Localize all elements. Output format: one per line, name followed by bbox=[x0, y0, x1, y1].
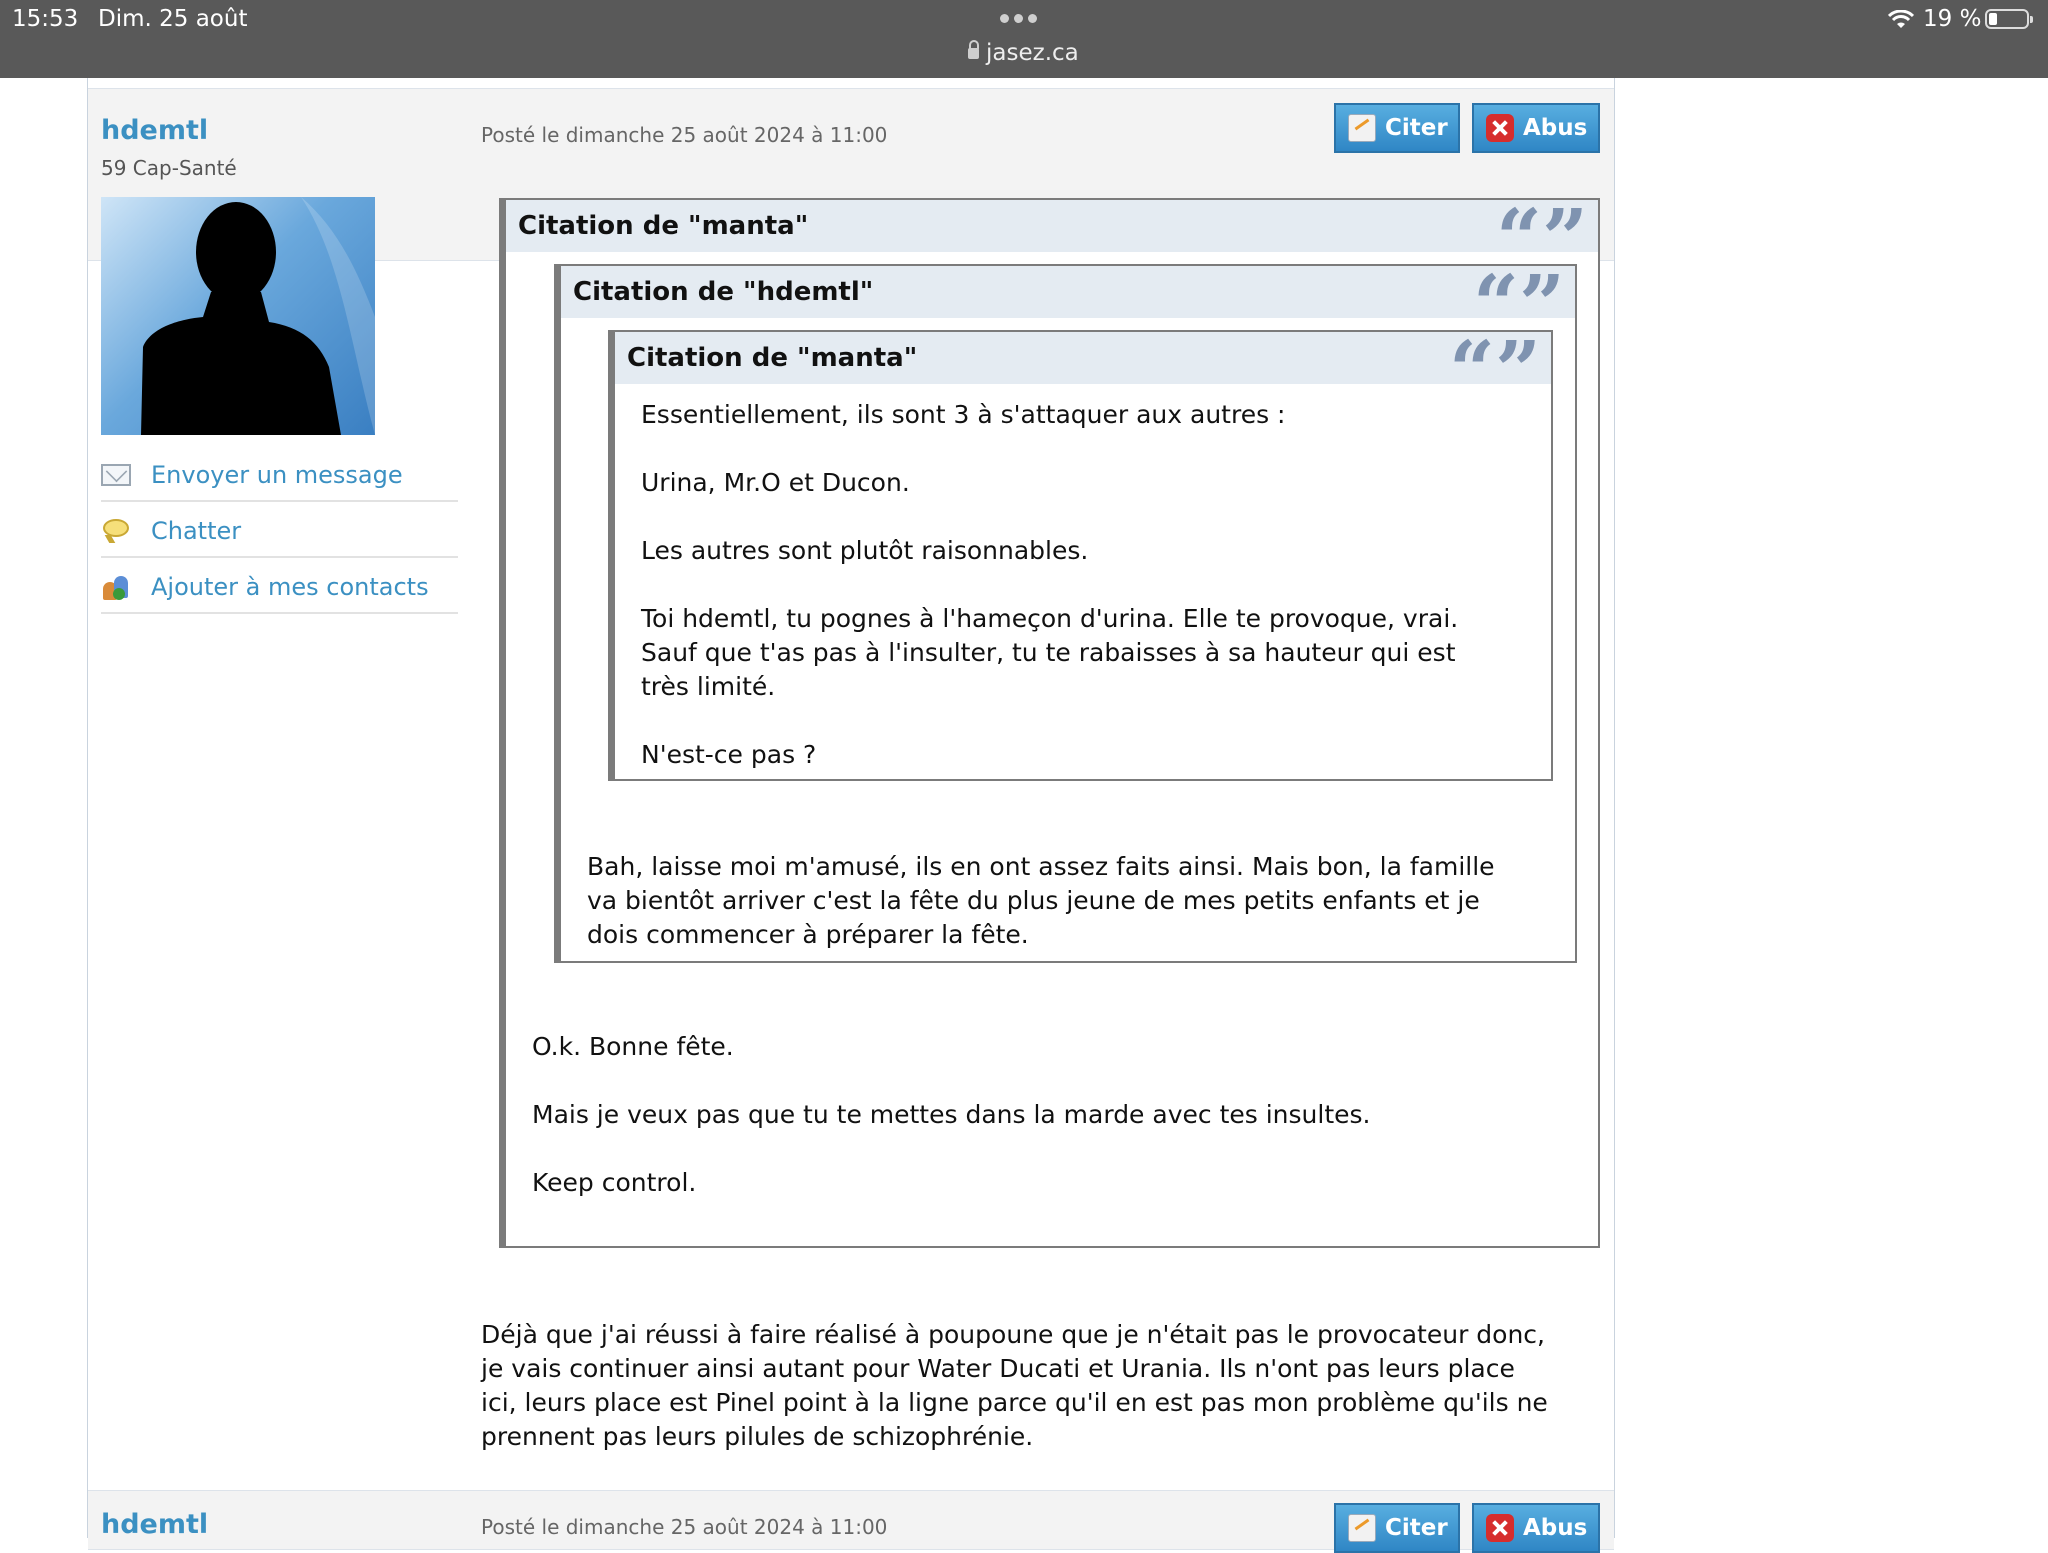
svg-text:“”: “” bbox=[1473, 266, 1566, 322]
wifi-icon bbox=[1888, 10, 1914, 30]
add-contact-label: Ajouter à mes contacts bbox=[151, 573, 429, 601]
quote-outer-line-1: O.k. Bonne fête. bbox=[532, 1032, 734, 1061]
silhouette-icon bbox=[101, 197, 375, 435]
next-post-header bbox=[88, 1490, 1614, 1550]
add-contact-icon bbox=[101, 574, 131, 600]
quote-middle-line-3: dois commencer à préparer la fête. bbox=[587, 920, 1029, 949]
chat-link[interactable] bbox=[101, 506, 458, 558]
quote-inner-line-5: Sauf que t'as pas à l'insulter, tu te rabaisses à sa hauteur qui est bbox=[641, 638, 1456, 667]
report-icon bbox=[1486, 1514, 1514, 1542]
address-bar[interactable] bbox=[968, 40, 1079, 66]
battery-icon bbox=[1985, 9, 2029, 29]
next-post-date: Posté le dimanche 25 août 2024 à 11:00 bbox=[481, 1515, 888, 1539]
post-body-line-2: je vais continuer ainsi autant pour Water Ducati et Urania. Ils n'ont pas leurs place bbox=[481, 1354, 1515, 1383]
quote-inner-line-4: Toi hdemtl, tu pognes à l'hameçon d'urina. Elle te provoque, vrai. bbox=[641, 604, 1459, 633]
quote-inner-line-1: Essentiellement, ils sont 3 à s'attaquer aux autres : bbox=[641, 400, 1286, 429]
quote-inner-line-2: Urina, Mr.O et Ducon. bbox=[641, 468, 910, 497]
next-report-abuse-button[interactable] bbox=[1472, 1503, 1600, 1553]
post-body-line-1: Déjà que j'ai réussi à faire réalisé à poupoune que je n'était pas le provocateur donc, bbox=[481, 1320, 1546, 1349]
next-post-author[interactable]: hdemtl bbox=[101, 1509, 209, 1540]
quote-middle-title: Citation de "hdemtl" bbox=[573, 277, 874, 307]
quote-outer-line-3: Keep control. bbox=[532, 1168, 697, 1197]
edit-icon bbox=[1348, 114, 1376, 142]
abuse-label: Abus bbox=[1523, 115, 1588, 141]
quote-inner-title: Citation de "manta" bbox=[627, 343, 918, 373]
chat-label: Chatter bbox=[151, 517, 242, 545]
clock: 15:53 bbox=[12, 6, 79, 32]
report-icon bbox=[1486, 114, 1514, 142]
next-cite-button[interactable] bbox=[1334, 1503, 1460, 1553]
cite-button[interactable] bbox=[1334, 103, 1460, 153]
cite-label: Citer bbox=[1385, 115, 1448, 141]
quote-inner-line-3: Les autres sont plutôt raisonnables. bbox=[641, 536, 1089, 565]
author-location: 59 Cap-Santé bbox=[101, 156, 237, 180]
avatar[interactable] bbox=[101, 197, 375, 435]
lock-icon bbox=[968, 48, 979, 59]
report-abuse-button[interactable] bbox=[1472, 103, 1600, 153]
quote-mark-icon bbox=[1494, 200, 1594, 256]
quote-inner-line-6: très limité. bbox=[641, 672, 776, 701]
add-contact-link[interactable] bbox=[101, 562, 458, 614]
svg-text:“”: “” bbox=[1496, 200, 1589, 256]
post-author[interactable]: hdemtl bbox=[101, 115, 209, 146]
quote-middle-line-2: va bientôt arriver c'est la fête du plus jeune de mes petits enfants et je bbox=[587, 886, 1480, 915]
quote-middle-line-1: Bah, laisse moi m'amusé, ils en ont assez faits ainsi. Mais bon, la famille bbox=[587, 852, 1495, 881]
quote-mark-icon bbox=[1471, 266, 1571, 322]
battery-percent: 19 % bbox=[1923, 6, 1982, 32]
next-cite-label: Citer bbox=[1385, 1515, 1448, 1541]
quote-outer-title: Citation de "manta" bbox=[518, 211, 809, 241]
chat-bubble-icon bbox=[101, 518, 131, 544]
send-message-link[interactable] bbox=[101, 450, 458, 502]
send-message-label: Envoyer un message bbox=[151, 461, 403, 489]
url-text: jasez.ca bbox=[986, 40, 1079, 66]
quote-mark-icon bbox=[1447, 332, 1547, 388]
date: Dim. 25 août bbox=[98, 6, 248, 32]
status-bar bbox=[0, 0, 2048, 78]
quote-inner-header bbox=[615, 332, 1551, 388]
post-body-line-4: prennent pas leurs pilules de schizophrénie. bbox=[481, 1422, 1034, 1451]
edit-icon bbox=[1348, 1514, 1376, 1542]
next-abuse-label: Abus bbox=[1523, 1515, 1588, 1541]
quote-outer-header bbox=[506, 200, 1598, 256]
post-date: Posté le dimanche 25 août 2024 à 11:00 bbox=[481, 123, 888, 147]
quote-middle-header bbox=[561, 266, 1575, 322]
post-body-line-3: ici, leurs place est Pinel point à la ligne parce qu'il en est pas mon problème qu'ils ne bbox=[481, 1388, 1548, 1417]
quote-inner bbox=[608, 330, 1553, 781]
quote-outer-line-2: Mais je veux pas que tu te mettes dans la marde avec tes insultes. bbox=[532, 1100, 1371, 1129]
svg-text:“”: “” bbox=[1449, 332, 1542, 388]
multitasking-dots-icon[interactable] bbox=[1000, 8, 1048, 32]
quote-inner-line-7: N'est-ce pas ? bbox=[641, 740, 817, 769]
envelope-icon bbox=[101, 464, 131, 486]
